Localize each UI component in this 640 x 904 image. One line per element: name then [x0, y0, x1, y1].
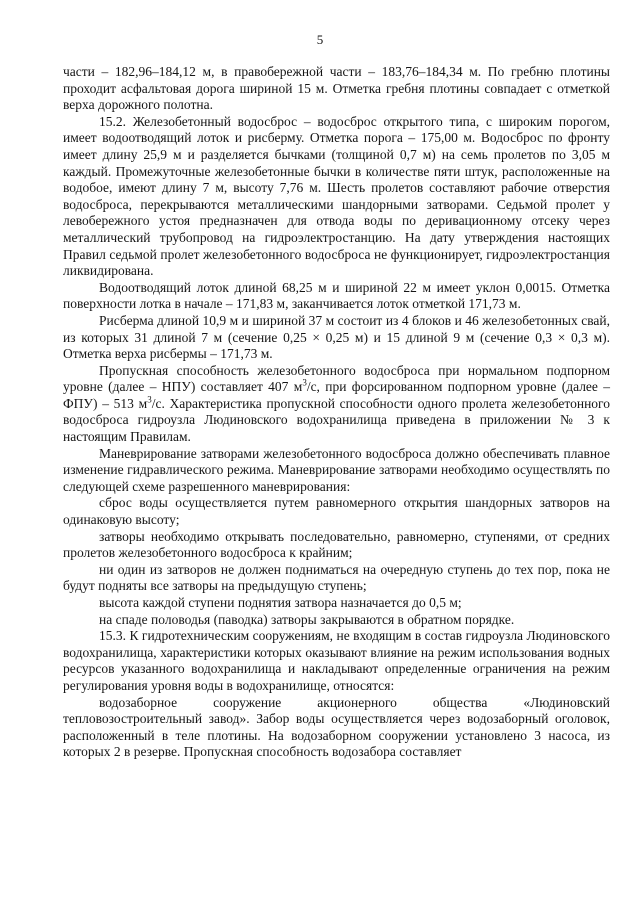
paragraph-dam-crest: части – 182,96–184,12 м, в правобережной части – 183,76–184,34 м. По гребню плотины проходит асфальтовая дорога шириной 15 м. Отметка гребня плотины совпадает с отметкой верха дорожного полотна. [63, 64, 610, 113]
paragraph-spillway-description: 15.2. Железобетонный водосброс – водосброс открытого типа, с широким порогом, имеет водоотводящий лоток и рисберму. Отметка порога – 175,00 м. Водосброс по фронту имеет длину 25,9 м и разделяется бычками (толщиной 0,7 м) на семь пролетов по 3,05 м каждый. Промежуточные железобетонные бычки в количестве пяти штук, расположенные на водобое, имеют длину 7 м, высоту 7,76 м. Шесть пролетов составляют рабочие отверстия водосброса, перекрываются металлическими шандорными затворами. Седьмой пролет у левобережного устоя предназначен для отвода воды по деривационному отсеку через металлический трубопровод на гидроэлектростанцию. На дату утверждения настоящих Правил седьмой пролет железобетонного водосброса не функционирует, гидроэлектростанция ликвидирована. [63, 113, 610, 279]
paragraph-other-structures: 15.3. К гидротехническим сооружениям, не входящим в состав гидроузла Людиновского водохранилища, характеристики которых оказывают влияние на режим использования водных ресурсов указанного водохранилища и накладывают определенные ограничения на режим регулирования уровня воды в водохранилище, относятся: [63, 628, 610, 693]
capacity-text-part-3: /с. Характеристика пропускной способности одного пролета железобетонного водосброса гидроузла Людиновского водохранилища приведена в приложении № 3 к настоящим Правилам. [63, 395, 610, 445]
paragraph-outlet-channel: Водоотводящий лоток длиной 68,25 м и шириной 22 м имеет уклон 0,0015. Отметка поверхности лотка в начале – 171,83 м, заканчивается лоток отметкой 171,73 м. [63, 279, 610, 312]
capacity-text-part-1: Пропускная способность железобетонного водосброса при нормальном подпорном уровне (далее – НПУ) составляет 407 м [63, 362, 610, 395]
list-item-reverse-closing: на спаде половодья (паводка) затворы закрываются в обратном порядке. [99, 611, 515, 627]
document-body [63, 64, 610, 761]
paragraph-water-intake: водозаборное сооружение акционерного общества «Людиновский тепловозостроительный завод». Забор воды осуществляется через водозаборный оголовок, расположенный в теле плотины. На водозаборном сооружении установлено 3 насоса, из которых 2 в резерве. Пропускная способность водозабора составляет [63, 694, 610, 760]
list-item-step-rule: ни один из затворов не должен подниматься на очередную ступень до тех пор, пока не будут подняты все затворы на предыдущую ступень; [63, 561, 610, 594]
list-item-sequential-opening: затворы необходимо открывать последовательно, равномерно, ступенями, от средних пролетов железобетонного водосброса к крайним; [63, 528, 610, 561]
cubic-superscript: 3 [147, 394, 152, 405]
page-number: 5 [316, 32, 324, 47]
paragraph-gate-maneuvering: Маневрирование затворами железобетонного водосброса должно обеспечивать плавное изменение гидравлического режима. Маневрирование затворами необходимо осуществлять по следующей схеме разрешенного маневрирования: [63, 445, 610, 494]
list-item-step-height: высота каждой ступени поднятия затвора назначается до 0,5 м; [99, 595, 462, 610]
list-item-uniform-opening: сброс воды осуществляется путем равномерного открытия шандорных затворов на одинаковую высоту; [63, 495, 610, 528]
cubic-superscript: 3 [302, 377, 307, 388]
paragraph-discharge-capacity [63, 363, 610, 446]
capacity-text-part-2: /с, при форсированном подпорном уровне (далее – ФПУ) – 513 м [63, 379, 611, 411]
paragraph-apron: Рисберма длиной 10,9 м и шириной 37 м состоит из 4 блоков и 46 железобетонных свай, из которых 31 длиной 7 м (сечение 0,25 × 0,25 м) и 15 длиной 9 м (сечение 0,3 × 0,3 м). Отметка верха рисбермы – 171,73 м. [63, 312, 610, 362]
